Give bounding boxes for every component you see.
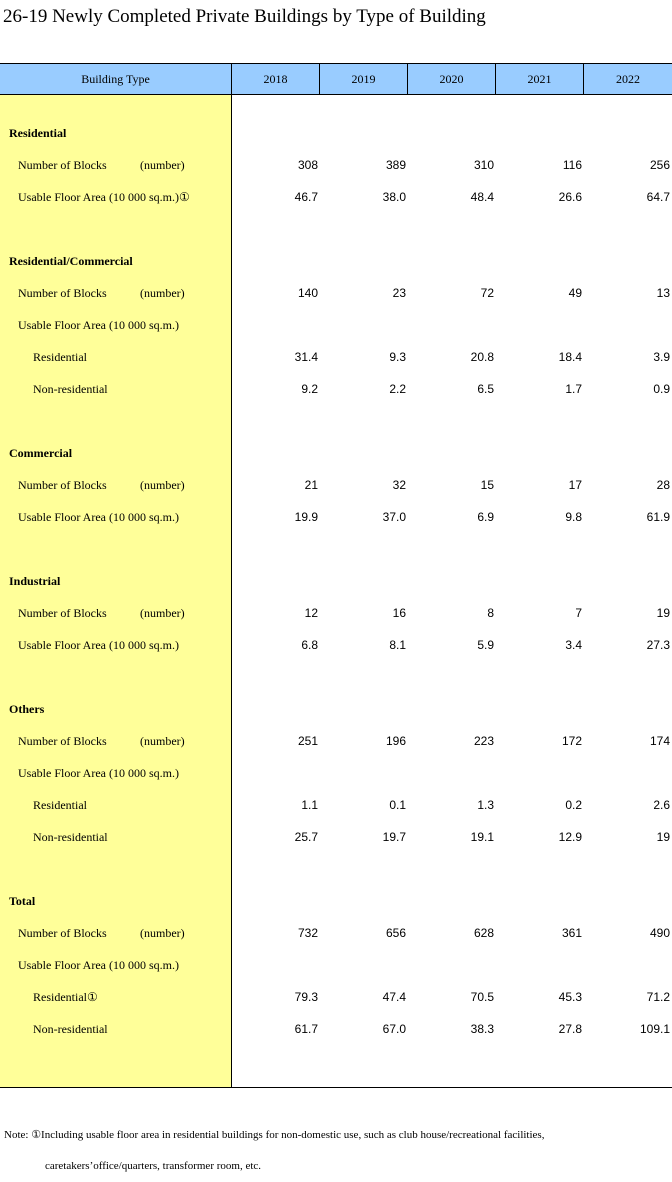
table-row	[0, 475, 672, 495]
unit-label: (number)	[140, 157, 185, 172]
category-row	[0, 891, 672, 911]
value-cell: 32	[392, 478, 406, 492]
table-row	[0, 315, 672, 335]
value-cell: 61.7	[294, 1022, 318, 1036]
value-cell: 23	[392, 286, 406, 300]
value-cell: 2.6	[653, 798, 670, 812]
value-cell: 628	[473, 926, 494, 940]
unit-label: (number)	[140, 605, 185, 620]
category-row	[0, 251, 672, 271]
category-label: Others	[9, 701, 45, 716]
row-label: Non-residential	[33, 1021, 108, 1036]
row-label: Usable Floor Area (10 000 sq.m.)	[18, 765, 179, 780]
value-cell: 7	[575, 606, 582, 620]
category-label: Industrial	[9, 573, 61, 588]
header-year: 2018	[232, 64, 320, 94]
value-cell: 308	[297, 158, 318, 172]
value-cell: 47.4	[382, 990, 406, 1004]
value-cell: 28	[656, 478, 670, 492]
header-year: 2020	[408, 64, 496, 94]
value-cell: 12	[304, 606, 318, 620]
table-row	[0, 731, 672, 751]
value-cell: 3.4	[565, 638, 582, 652]
value-cell: 31.4	[294, 350, 318, 364]
table-row	[0, 603, 672, 623]
value-cell: 19	[656, 830, 670, 844]
value-cell: 37.0	[382, 510, 406, 524]
value-cell: 1.1	[301, 798, 318, 812]
row-label: Residential	[33, 349, 87, 364]
table-header	[0, 63, 672, 95]
table-row	[0, 507, 672, 527]
row-label: Usable Floor Area (10 000 sq.m.)	[18, 509, 179, 524]
value-cell: 19.1	[470, 830, 494, 844]
row-label: Number of Blocks	[18, 477, 107, 492]
value-cell: 1.3	[477, 798, 494, 812]
value-cell: 71.2	[646, 990, 670, 1004]
value-cell: 109.1	[639, 1022, 670, 1036]
value-cell: 19.7	[382, 830, 406, 844]
row-label: Usable Floor Area (10 000 sq.m.)	[18, 317, 179, 332]
table-row	[0, 635, 672, 655]
value-cell: 5.9	[477, 638, 494, 652]
unit-label: (number)	[140, 733, 185, 748]
value-cell: 19.9	[294, 510, 318, 524]
value-cell: 26.6	[558, 190, 582, 204]
value-cell: 256	[649, 158, 670, 172]
value-cell: 196	[385, 734, 406, 748]
unit-label: (number)	[140, 285, 185, 300]
table-row	[0, 347, 672, 367]
value-cell: 67.0	[382, 1022, 406, 1036]
category-label: Residential	[9, 125, 67, 140]
value-cell: 17	[568, 478, 582, 492]
value-cell: 0.1	[389, 798, 406, 812]
value-cell: 2.2	[389, 382, 406, 396]
value-cell: 27.3	[646, 638, 670, 652]
category-row	[0, 443, 672, 463]
value-cell: 732	[297, 926, 318, 940]
value-cell: 16	[392, 606, 406, 620]
value-cell: 38.0	[382, 190, 406, 204]
value-cell: 140	[297, 286, 318, 300]
value-cell: 172	[561, 734, 582, 748]
value-cell: 61.9	[646, 510, 670, 524]
row-label: Non-residential	[33, 381, 108, 396]
value-cell: 45.3	[558, 990, 582, 1004]
unit-label: (number)	[140, 925, 185, 940]
row-label: Usable Floor Area (10 000 sq.m.)	[18, 957, 179, 972]
value-cell: 20.8	[470, 350, 494, 364]
value-cell: 38.3	[470, 1022, 494, 1036]
row-label: Number of Blocks	[18, 925, 107, 940]
value-cell: 8	[487, 606, 494, 620]
row-label: Number of Blocks	[18, 733, 107, 748]
row-label: Non-residential	[33, 829, 108, 844]
value-cell: 6.5	[477, 382, 494, 396]
value-cell: 15	[480, 478, 494, 492]
table-row	[0, 795, 672, 815]
value-cell: 656	[385, 926, 406, 940]
category-label: Total	[9, 893, 36, 908]
value-cell: 6.9	[477, 510, 494, 524]
value-cell: 361	[561, 926, 582, 940]
unit-label: (number)	[140, 477, 185, 492]
row-label: Residential①	[33, 989, 98, 1004]
row-label: Number of Blocks	[18, 605, 107, 620]
value-cell: 48.4	[470, 190, 494, 204]
footnote: Note: ①Including usable floor area in residential buildings for non-domestic use, such as club house/recreational facilities,	[4, 1129, 545, 1141]
value-cell: 46.7	[294, 190, 318, 204]
value-cell: 18.4	[558, 350, 582, 364]
row-label: Usable Floor Area (10 000 sq.m.)	[18, 637, 179, 652]
table-row	[0, 763, 672, 783]
value-cell: 116	[562, 158, 582, 172]
table-row	[0, 379, 672, 399]
value-cell: 9.8	[565, 510, 582, 524]
category-row	[0, 123, 672, 143]
value-cell: 70.5	[470, 990, 494, 1004]
table-body	[0, 95, 672, 1088]
value-cell: 21	[304, 478, 318, 492]
row-label: Number of Blocks	[18, 157, 107, 172]
value-cell: 6.8	[301, 638, 318, 652]
value-cell: 490	[649, 926, 670, 940]
value-cell: 174	[649, 734, 670, 748]
value-cell: 13	[656, 286, 670, 300]
value-cell: 0.2	[565, 798, 582, 812]
value-cell: 389	[385, 158, 406, 172]
table-row	[0, 187, 672, 207]
value-cell: 12.9	[558, 830, 582, 844]
category-label: Residential/Commercial	[9, 253, 133, 268]
header-building-type: Building Type	[0, 64, 232, 94]
table-row	[0, 827, 672, 847]
value-cell: 9.2	[301, 382, 318, 396]
value-cell: 9.3	[389, 350, 406, 364]
table-row	[0, 283, 672, 303]
value-cell: 3.9	[653, 350, 670, 364]
row-label: Usable Floor Area (10 000 sq.m.)①	[18, 189, 190, 204]
value-cell: 8.1	[389, 638, 406, 652]
value-cell: 79.3	[294, 990, 318, 1004]
row-label: Number of Blocks	[18, 285, 107, 300]
table-row	[0, 923, 672, 943]
category-row	[0, 571, 672, 591]
value-cell: 1.7	[565, 382, 582, 396]
header-year: 2021	[496, 64, 584, 94]
value-cell: 223	[473, 734, 494, 748]
value-cell: 64.7	[646, 190, 670, 204]
value-cell: 251	[297, 734, 318, 748]
header-year: 2022	[616, 71, 640, 86]
table-row	[0, 955, 672, 975]
page-title: 26-19 Newly Completed Private Buildings by Type of Building	[3, 6, 486, 27]
table-row	[0, 1019, 672, 1039]
footnote-continuation: caretakers’office/quarters, transformer room, etc.	[45, 1160, 262, 1172]
data-table	[0, 63, 672, 1088]
value-cell: 49	[568, 286, 582, 300]
value-cell: 310	[473, 158, 494, 172]
value-cell: 19	[656, 606, 670, 620]
value-cell: 0.9	[653, 382, 670, 396]
value-cell: 27.8	[558, 1022, 582, 1036]
category-label: Commercial	[9, 445, 73, 460]
value-cell: 25.7	[294, 830, 318, 844]
header-year: 2019	[320, 64, 408, 94]
row-label: Residential	[33, 797, 87, 812]
category-row	[0, 699, 672, 719]
value-cell: 72	[480, 286, 494, 300]
table-row	[0, 155, 672, 175]
table-row	[0, 987, 672, 1007]
